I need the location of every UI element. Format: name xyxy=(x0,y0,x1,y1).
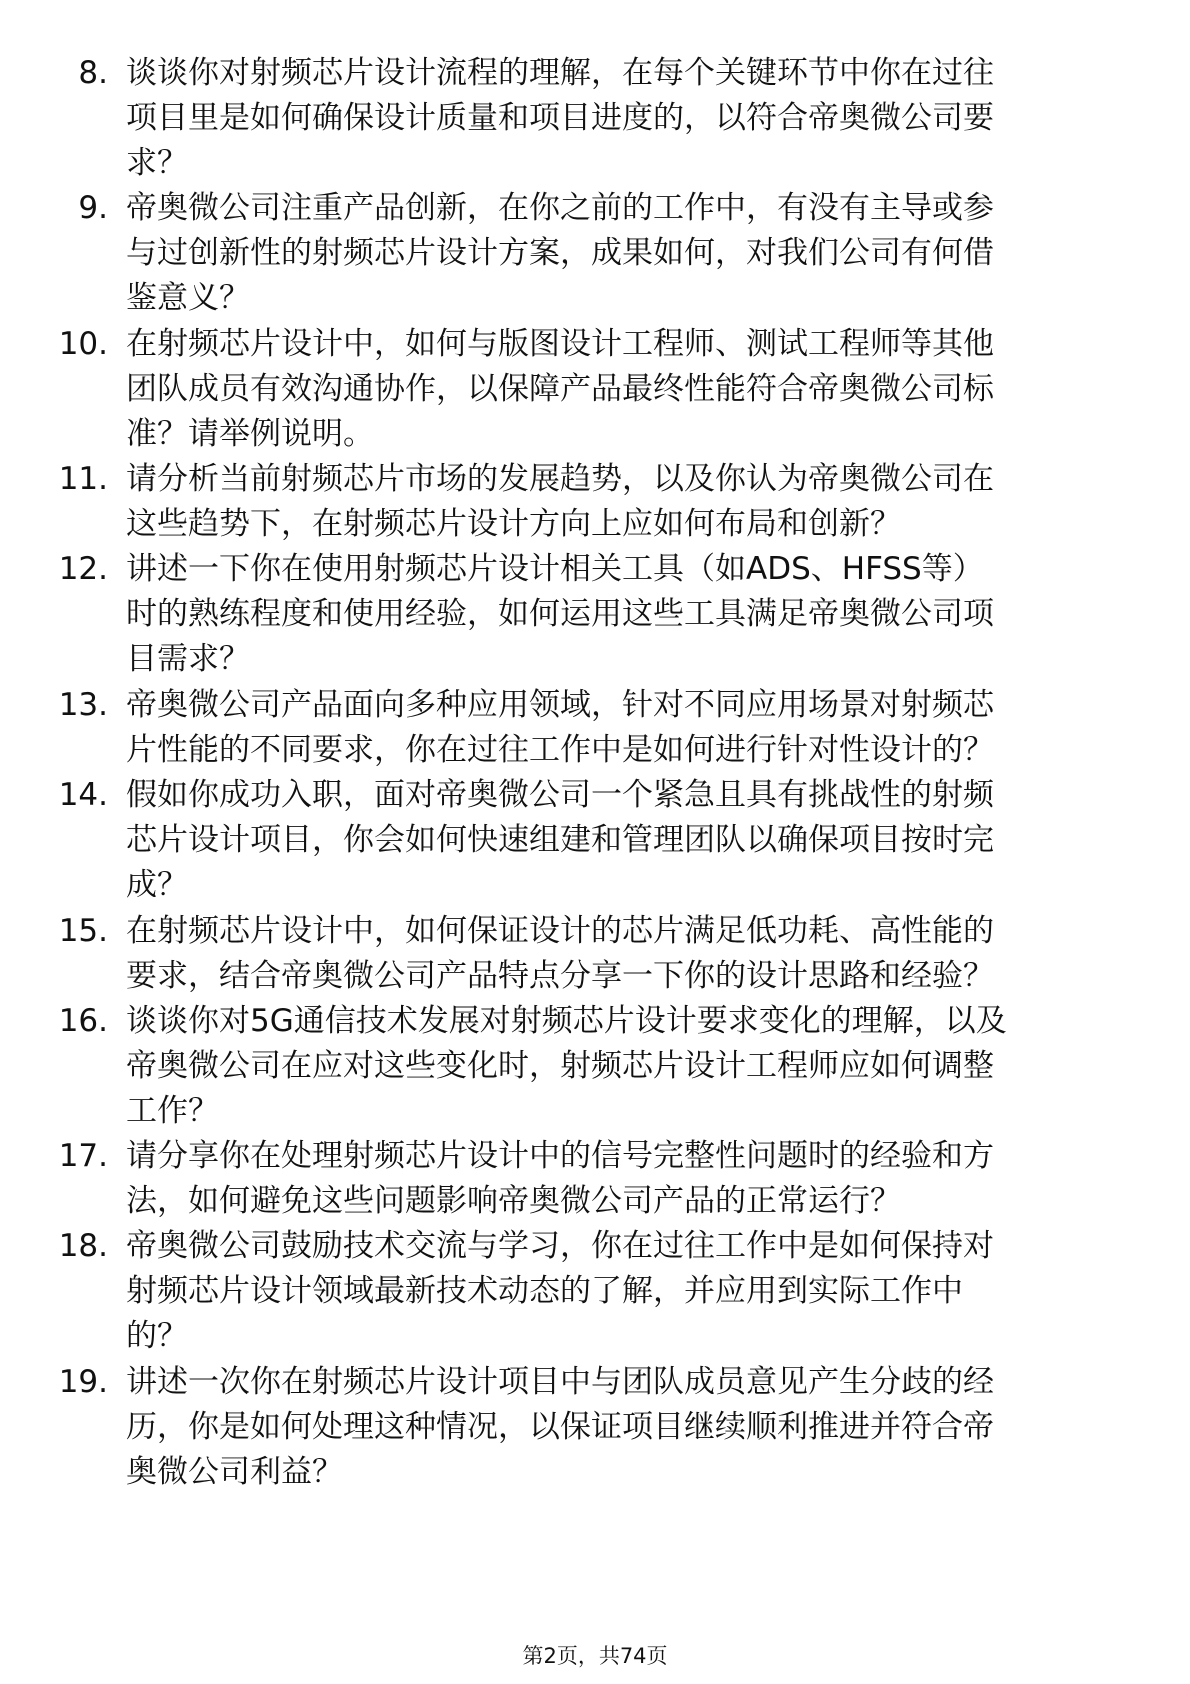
question-line: 工作？ xyxy=(126,1093,219,1129)
question-line: 帝奥微公司在应对这些变化时，射频芯片设计工程师应如何调整 xyxy=(126,1048,994,1084)
question-line: 帝奥微公司产品面向多种应用领域，针对不同应用场景对射频芯 xyxy=(126,687,994,723)
question-text xyxy=(126,1136,1116,1221)
question-text xyxy=(126,911,1116,996)
question-line: 在射频芯片设计中，如何保证设计的芯片满足低功耗、高性能的 xyxy=(126,913,994,949)
question-number: 9. xyxy=(78,190,108,226)
question-line: 求？ xyxy=(126,145,188,181)
question-text xyxy=(126,1362,1116,1492)
question-number: 11. xyxy=(58,461,108,497)
question-number: 12. xyxy=(58,551,108,587)
question-line: 法，如何避免这些问题影响帝奥微公司产品的正常运行？ xyxy=(126,1183,901,1219)
page-footer: 第2页，共74页 xyxy=(522,1644,668,1668)
question-line: 目需求？ xyxy=(126,641,250,677)
question-number: 13. xyxy=(58,687,108,723)
question-line: 帝奥微公司鼓励技术交流与学习，你在过往工作中是如何保持对 xyxy=(126,1228,994,1264)
question-text xyxy=(126,685,1116,770)
question-number: 17. xyxy=(58,1138,108,1174)
question-number: 16. xyxy=(58,1003,108,1039)
question-text xyxy=(126,53,1116,183)
question-text xyxy=(126,775,1116,905)
question-line: 在射频芯片设计中，如何与版图设计工程师、测试工程师等其他 xyxy=(126,326,994,362)
question-text xyxy=(126,549,1116,679)
question-text xyxy=(126,459,1116,544)
question-text xyxy=(126,1001,1116,1131)
question-number: 10. xyxy=(58,326,108,362)
question-line: 项目里是如何确保设计质量和项目进度的，以符合帝奥微公司要 xyxy=(126,100,994,136)
question-line: 请分析当前射频芯片市场的发展趋势，以及你认为帝奥微公司在 xyxy=(126,461,994,497)
question-line: 的？ xyxy=(126,1318,188,1354)
question-line: 准？请举例说明。 xyxy=(126,416,374,452)
question-number: 8. xyxy=(78,55,108,91)
question-line: 帝奥微公司注重产品创新，在你之前的工作中，有没有主导或参 xyxy=(126,190,994,226)
question-number: 19. xyxy=(58,1364,108,1400)
question-line: 这些趋势下，在射频芯片设计方向上应如何布局和创新？ xyxy=(126,506,901,542)
question-text xyxy=(126,324,1116,454)
question-line: 谈谈你对射频芯片设计流程的理解，在每个关键环节中你在过往 xyxy=(126,55,994,91)
question-line: 团队成员有效沟通协作，以保障产品最终性能符合帝奥微公司标 xyxy=(126,371,994,407)
question-line: 鉴意义？ xyxy=(126,280,250,316)
question-line: 假如你成功入职，面对帝奥微公司一个紧急且具有挑战性的射频 xyxy=(126,777,994,813)
question-line: 与过创新性的射频芯片设计方案，成果如何，对我们公司有何借 xyxy=(126,235,994,271)
question-line: 时的熟练程度和使用经验，如何运用这些工具满足帝奥微公司项 xyxy=(126,596,994,632)
question-line: 芯片设计项目，你会如何快速组建和管理团队以确保项目按时完 xyxy=(126,822,994,858)
question-line: 讲述一次你在射频芯片设计项目中与团队成员意见产生分歧的经 xyxy=(126,1364,994,1400)
question-line: 历，你是如何处理这种情况，以保证项目继续顺利推进并符合帝 xyxy=(126,1409,994,1445)
question-line: 成？ xyxy=(126,867,188,903)
question-line: 谈谈你对5G通信技术发展对射频芯片设计要求变化的理解，以及 xyxy=(126,1003,1007,1039)
question-number: 15. xyxy=(58,913,108,949)
question-line: 奥微公司利益？ xyxy=(126,1454,343,1490)
question-number: 14. xyxy=(58,777,108,813)
question-line: 请分享你在处理射频芯片设计中的信号完整性问题时的经验和方 xyxy=(126,1138,994,1174)
question-text xyxy=(126,188,1116,318)
question-line: 讲述一下你在使用射频芯片设计相关工具（如ADS、HFSS等） xyxy=(126,551,984,587)
question-line: 要求，结合帝奥微公司产品特点分享一下你的设计思路和经验？ xyxy=(126,958,994,994)
question-line: 片性能的不同要求，你在过往工作中是如何进行针对性设计的？ xyxy=(126,732,994,768)
question-text xyxy=(126,1226,1116,1356)
question-number: 18. xyxy=(58,1228,108,1264)
question-line: 射频芯片设计领域最新技术动态的了解，并应用到实际工作中 xyxy=(126,1273,963,1309)
